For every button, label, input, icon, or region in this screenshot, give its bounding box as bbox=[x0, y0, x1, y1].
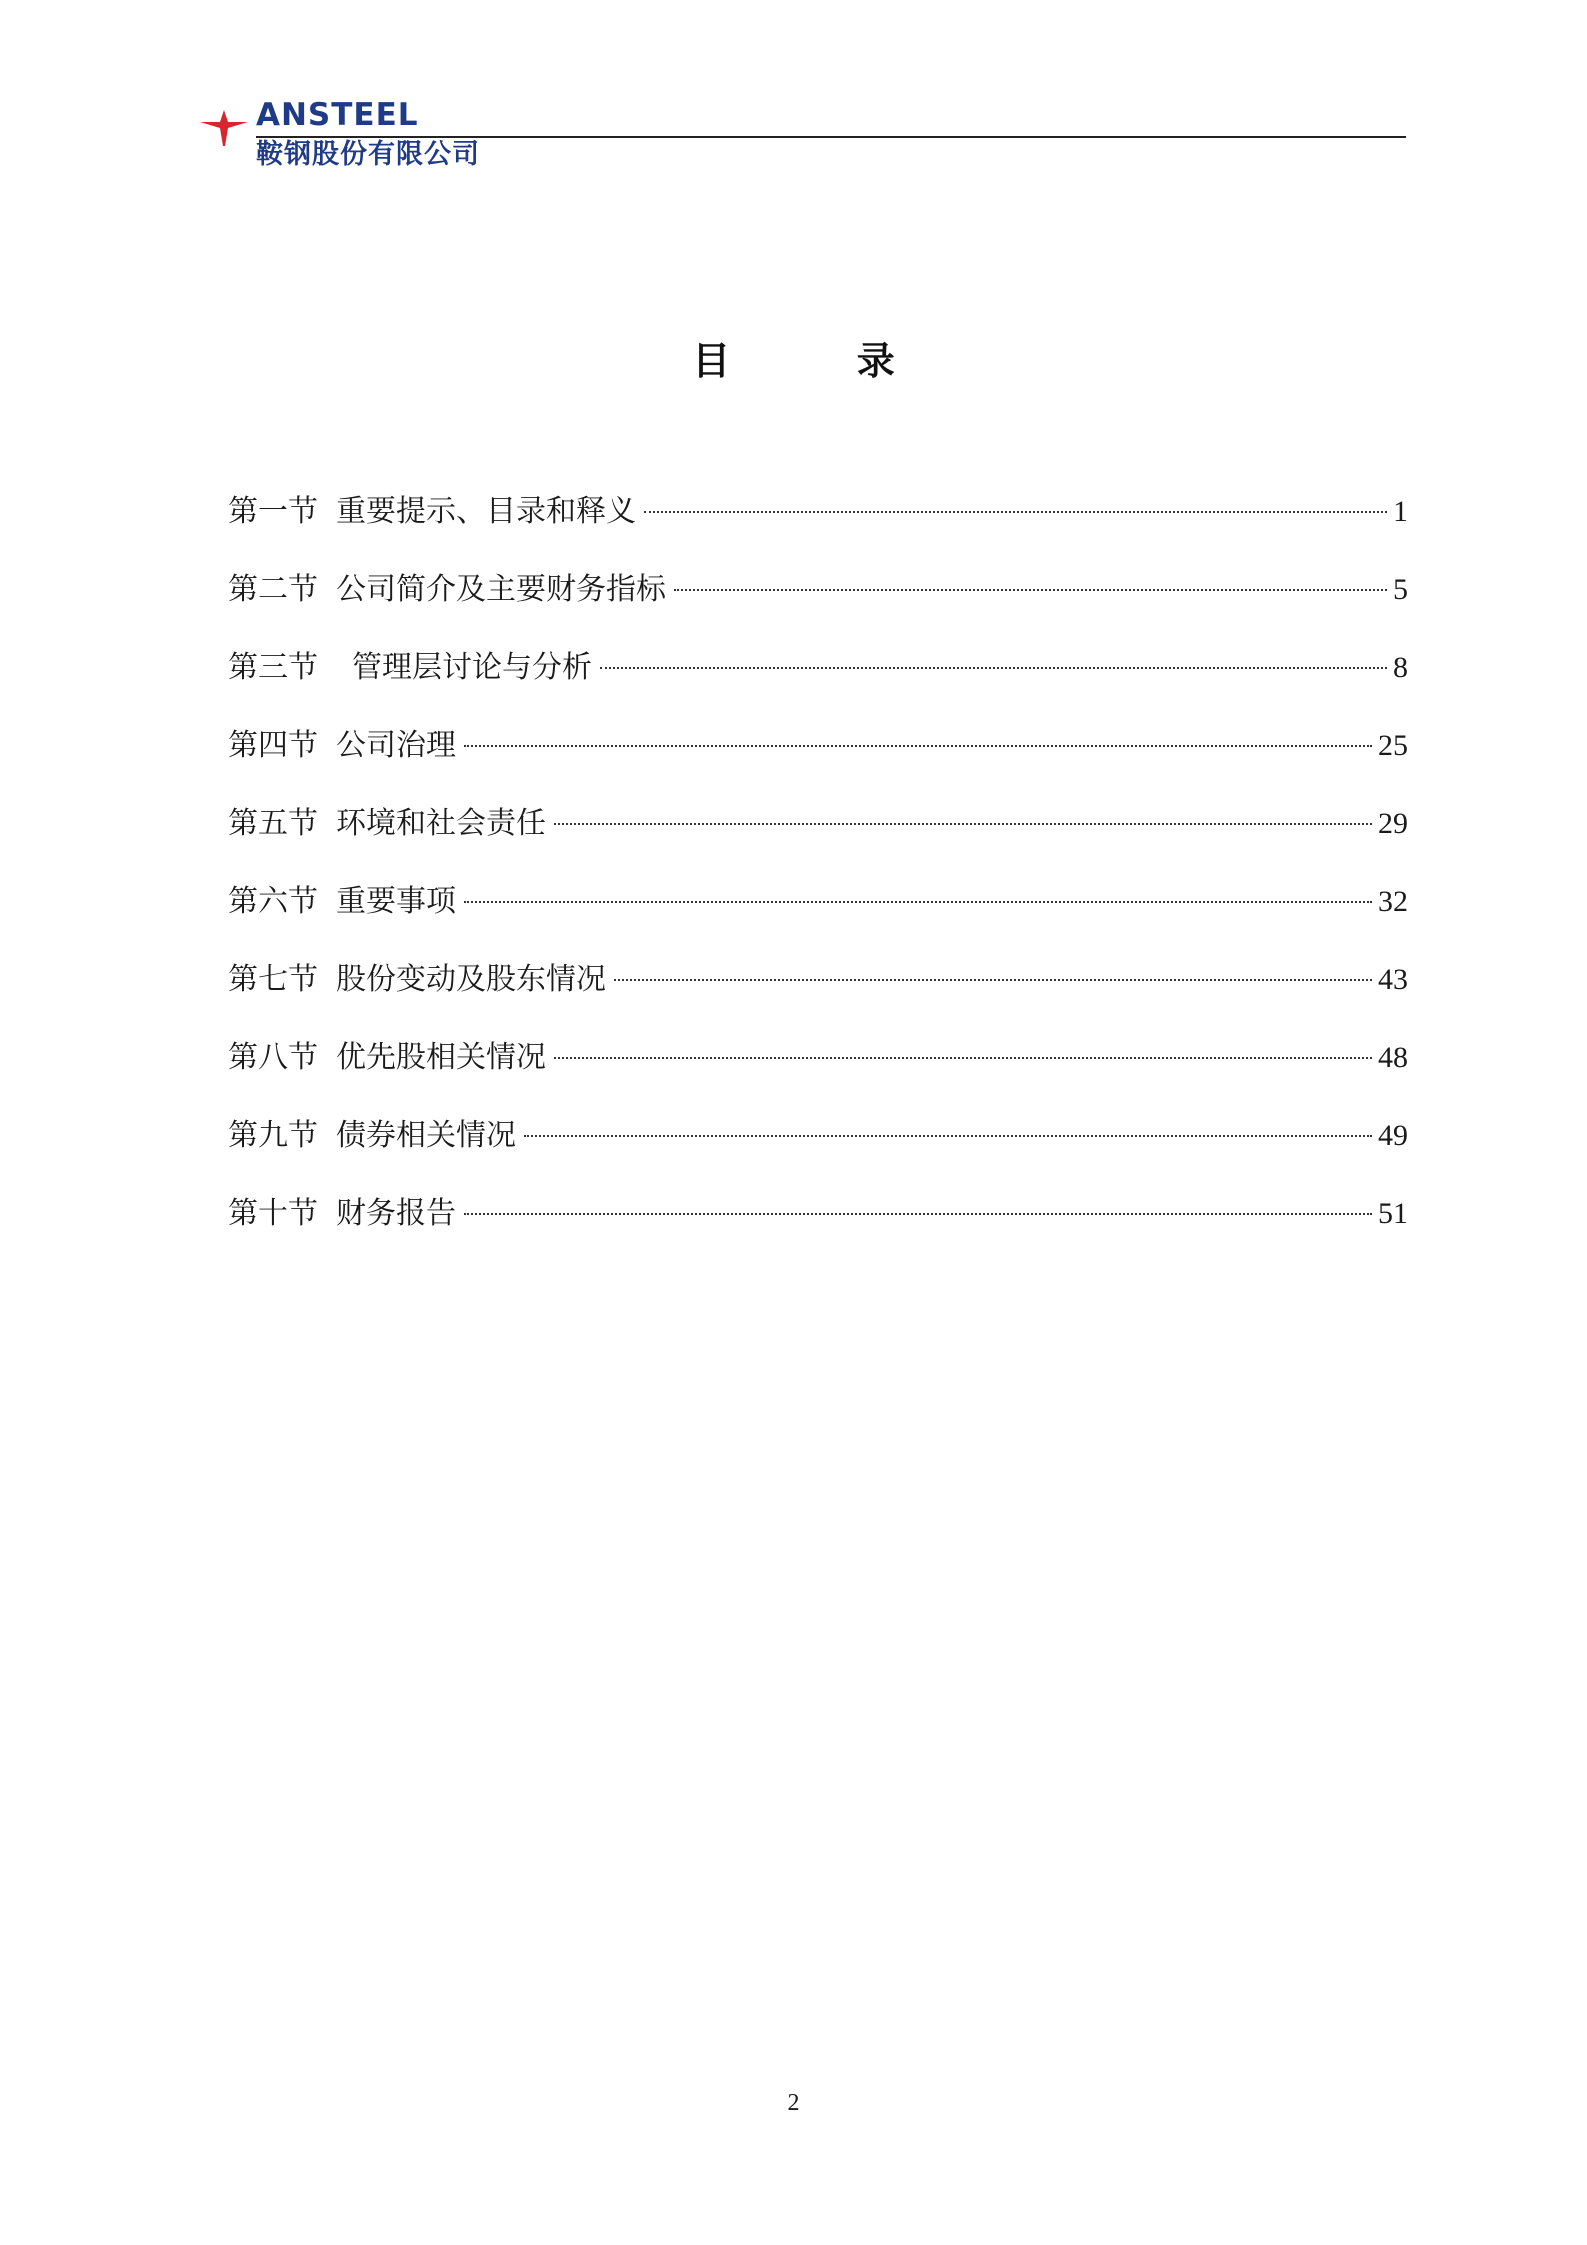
toc-page-number: 5 bbox=[1393, 573, 1408, 606]
toc-entry[interactable] bbox=[228, 958, 1408, 1036]
toc-section-label: 第九节 bbox=[228, 1118, 318, 1153]
toc-entry-title: 重要事项 bbox=[336, 884, 456, 919]
toc-entry[interactable] bbox=[228, 724, 1408, 802]
toc-leader-dots bbox=[600, 667, 1387, 669]
toc-section-label: 第十节 bbox=[228, 1196, 318, 1231]
toc-entry-title: 管理层讨论与分析 bbox=[352, 650, 592, 685]
table-of-contents bbox=[228, 490, 1408, 1270]
toc-page-number: 51 bbox=[1378, 1197, 1408, 1230]
toc-page-number: 25 bbox=[1378, 729, 1408, 762]
toc-section-label: 第六节 bbox=[228, 884, 318, 919]
page-header bbox=[198, 97, 1406, 184]
page-number: 2 bbox=[787, 2090, 800, 2116]
toc-entry-title: 债券相关情况 bbox=[336, 1118, 516, 1153]
toc-entry[interactable] bbox=[228, 490, 1408, 568]
toc-entry[interactable] bbox=[228, 646, 1408, 724]
toc-leader-dots bbox=[554, 1057, 1372, 1059]
toc-page-number: 8 bbox=[1393, 651, 1408, 684]
toc-page-number: 1 bbox=[1393, 495, 1408, 528]
toc-entry-title: 财务报告 bbox=[336, 1196, 456, 1231]
toc-section-label: 第三节 bbox=[228, 650, 318, 685]
title-char-right: 录 bbox=[856, 338, 895, 383]
toc-entry[interactable] bbox=[228, 1036, 1408, 1114]
ansteel-logo-icon bbox=[198, 108, 250, 148]
page-title bbox=[0, 330, 1587, 385]
toc-page-number: 43 bbox=[1378, 963, 1408, 996]
toc-entry-title: 重要提示、目录和释义 bbox=[336, 494, 636, 529]
toc-entry-title: 股份变动及股东情况 bbox=[336, 962, 606, 997]
toc-entry[interactable] bbox=[228, 1192, 1408, 1270]
toc-entry[interactable] bbox=[228, 568, 1408, 646]
toc-leader-dots bbox=[464, 901, 1372, 903]
toc-section-label: 第四节 bbox=[228, 728, 318, 763]
toc-section-label: 第一节 bbox=[228, 494, 318, 529]
toc-page-number: 32 bbox=[1378, 885, 1408, 918]
toc-section-label: 第八节 bbox=[228, 1040, 318, 1075]
brand-name-cn: 鞍钢股份有限公司 bbox=[256, 139, 480, 170]
toc-leader-dots bbox=[464, 1213, 1372, 1215]
toc-section-label: 第五节 bbox=[228, 806, 318, 841]
toc-leader-dots bbox=[644, 511, 1387, 513]
toc-leader-dots bbox=[464, 745, 1372, 747]
toc-page-number: 49 bbox=[1378, 1119, 1408, 1152]
toc-entry-title: 公司简介及主要财务指标 bbox=[336, 572, 666, 607]
toc-page-number: 29 bbox=[1378, 807, 1408, 840]
toc-entry-title: 环境和社会责任 bbox=[336, 806, 546, 841]
toc-leader-dots bbox=[554, 823, 1372, 825]
toc-leader-dots bbox=[674, 589, 1387, 591]
toc-entry-title: 公司治理 bbox=[336, 728, 456, 763]
title-char-left: 目 bbox=[692, 338, 731, 383]
toc-entry[interactable] bbox=[228, 880, 1408, 958]
toc-entry[interactable] bbox=[228, 1114, 1408, 1192]
header-divider bbox=[256, 136, 1406, 138]
toc-entry[interactable] bbox=[228, 802, 1408, 880]
toc-leader-dots bbox=[614, 979, 1372, 981]
toc-section-label: 第七节 bbox=[228, 962, 318, 997]
toc-entry-title: 优先股相关情况 bbox=[336, 1040, 546, 1075]
toc-leader-dots bbox=[524, 1135, 1372, 1137]
toc-page-number: 48 bbox=[1378, 1041, 1408, 1074]
toc-section-label: 第二节 bbox=[228, 572, 318, 607]
brand-name-en: ANSTEEL bbox=[256, 97, 419, 133]
